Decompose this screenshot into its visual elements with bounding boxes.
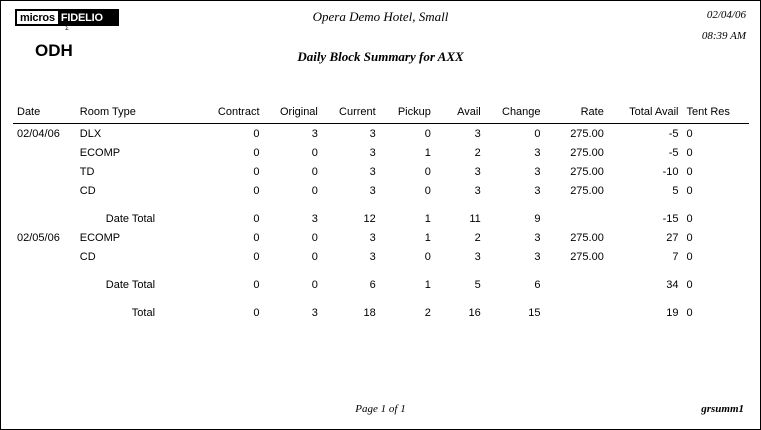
- hotel-title: Opera Demo Hotel, Small: [312, 9, 449, 24]
- column-header-contract: Contract: [217, 106, 260, 118]
- cell-room-type: CD: [79, 184, 96, 197]
- footer-report-id: grsumm1: [701, 403, 744, 415]
- cell-total-avail: 7: [672, 250, 679, 263]
- column-header-pickup: Pickup: [397, 106, 431, 118]
- cell-room-type: Total: [131, 306, 156, 319]
- property-code: ODH: [35, 41, 73, 60]
- cell-contract: 0: [253, 231, 260, 244]
- cell-rate: 275.00: [570, 127, 604, 140]
- column-header-room-type: Room Type: [79, 106, 136, 118]
- cell-contract: 0: [253, 250, 260, 263]
- cell-contract: 0: [253, 165, 260, 178]
- cell-contract: 0: [253, 306, 260, 319]
- cell-total-avail: 34: [666, 278, 679, 291]
- column-header-tent-res: Tent Res: [686, 106, 730, 118]
- cell-tent-res: 0: [686, 212, 693, 225]
- cell-original: 0: [311, 231, 318, 244]
- cell-change: 6: [534, 278, 541, 291]
- cell-avail: 3: [474, 250, 481, 263]
- table-header: [13, 106, 749, 124]
- cell-date: 02/04/06: [17, 127, 60, 140]
- footer-page-label: Page 1 of 1: [355, 403, 406, 415]
- cell-tent-res: 0: [686, 250, 693, 263]
- cell-room-type: Date Total: [105, 278, 156, 291]
- cell-current: 12: [363, 212, 376, 225]
- cell-date: [13, 247, 76, 266]
- cell-change: 3: [534, 231, 541, 244]
- cell-rate: 275.00: [570, 231, 604, 244]
- table-spacer-row: [13, 294, 749, 303]
- cell-avail: 16: [468, 306, 481, 319]
- cell-contract: 0: [253, 146, 260, 159]
- cell-original: 0: [311, 165, 318, 178]
- table-header-row: [13, 106, 749, 124]
- cell-total-avail: -5: [668, 146, 679, 159]
- cell-room-type: DLX: [79, 127, 102, 140]
- table-subtotal-row: [13, 275, 749, 294]
- cell-rate: [545, 275, 608, 294]
- cell-total-avail: 19: [666, 306, 679, 319]
- cell-tent-res: 0: [686, 278, 693, 291]
- cell-pickup: 0: [424, 250, 431, 263]
- cell-original: 0: [311, 278, 318, 291]
- cell-room-type: ECOMP: [79, 146, 121, 159]
- cell-date: 02/05/06: [17, 231, 60, 244]
- table-spacer-row: [13, 200, 749, 209]
- logo-micros-text: micros: [17, 11, 58, 24]
- cell-change: 3: [534, 184, 541, 197]
- cell-avail: 3: [474, 127, 481, 140]
- cell-room-type: Date Total: [105, 212, 156, 225]
- cell-date: [13, 162, 76, 181]
- cell-current: 6: [369, 278, 376, 291]
- cell-total-avail: -15: [662, 212, 679, 225]
- cell-change: 3: [534, 165, 541, 178]
- cell-avail: 3: [474, 184, 481, 197]
- cell-current: 3: [369, 250, 376, 263]
- report-table-container: [13, 106, 749, 322]
- cell-date: [13, 303, 76, 322]
- cell-tent-res: 0: [686, 127, 693, 140]
- cell-change: 15: [528, 306, 541, 319]
- cell-total-avail: 5: [672, 184, 679, 197]
- cell-change: 0: [534, 127, 541, 140]
- column-header-total-avail: Total Avail: [629, 106, 679, 118]
- cell-avail: 11: [469, 212, 481, 225]
- cell-rate: [545, 303, 608, 322]
- cell-room-type: ECOMP: [79, 231, 121, 244]
- header-date: 02/04/06: [706, 9, 746, 21]
- cell-change: 3: [534, 250, 541, 263]
- cell-original: 0: [311, 184, 318, 197]
- cell-tent-res: 0: [686, 306, 693, 319]
- cell-contract: 0: [253, 127, 260, 140]
- cell-pickup: 2: [424, 306, 431, 319]
- cell-change: 3: [534, 146, 541, 159]
- cell-current: 3: [369, 165, 376, 178]
- column-header-rate: Rate: [580, 106, 604, 118]
- cell-original: 3: [311, 127, 318, 140]
- cell-room-type: CD: [79, 250, 96, 263]
- cell-current: 18: [363, 306, 376, 319]
- cell-current: 3: [369, 146, 376, 159]
- cell-change: 9: [534, 212, 541, 225]
- cell-rate: 275.00: [570, 165, 604, 178]
- cell-pickup: 0: [424, 127, 431, 140]
- column-header-date: Date: [17, 106, 41, 118]
- cell-rate: 275.00: [570, 184, 604, 197]
- cell-pickup: 1: [424, 212, 431, 225]
- cell-original: 3: [311, 212, 318, 225]
- cell-pickup: 0: [424, 184, 431, 197]
- cell-date: [13, 275, 76, 294]
- cell-total-avail: -10: [662, 165, 679, 178]
- table-row: [13, 228, 749, 247]
- header-time: 08:39 AM: [701, 30, 746, 42]
- spacer-cell: [13, 200, 749, 209]
- cell-rate: 275.00: [570, 146, 604, 159]
- cell-avail: 5: [474, 278, 481, 291]
- table-subtotal-row: [13, 209, 749, 228]
- cell-date: [13, 181, 76, 200]
- spacer-cell: [13, 294, 749, 303]
- cell-original: 0: [311, 250, 318, 263]
- cell-contract: 0: [253, 212, 260, 225]
- column-header-avail: Avail: [457, 106, 481, 118]
- cell-original: 0: [311, 146, 318, 159]
- cell-contract: 0: [253, 278, 260, 291]
- cell-avail: 2: [474, 146, 481, 159]
- logo-sub-text: Σ: [65, 26, 69, 32]
- spacer-cell: [13, 266, 749, 275]
- cell-pickup: 1: [424, 278, 431, 291]
- cell-tent-res: 0: [686, 184, 693, 197]
- cell-original: 3: [311, 306, 318, 319]
- table-row: [13, 143, 749, 162]
- cell-date: [13, 209, 76, 228]
- cell-avail: 2: [474, 231, 481, 244]
- cell-tent-res: 0: [686, 231, 693, 244]
- cell-pickup: 0: [424, 165, 431, 178]
- report-title: Daily Block Summary for AXX: [297, 49, 464, 64]
- cell-contract: 0: [253, 184, 260, 197]
- cell-current: 3: [369, 231, 376, 244]
- column-header-original: Original: [279, 106, 318, 118]
- cell-tent-res: 0: [686, 146, 693, 159]
- table-total-row: [13, 303, 749, 322]
- cell-pickup: 1: [424, 146, 431, 159]
- table-body: [13, 124, 749, 323]
- cell-rate: 275.00: [570, 250, 604, 263]
- table-spacer-row: [13, 266, 749, 275]
- column-header-current: Current: [339, 106, 376, 118]
- cell-pickup: 1: [424, 231, 431, 244]
- cell-current: 3: [369, 127, 376, 140]
- cell-room-type: TD: [79, 165, 95, 178]
- cell-avail: 3: [474, 165, 481, 178]
- cell-date: [13, 143, 76, 162]
- cell-current: 3: [369, 184, 376, 197]
- column-header-change: Change: [502, 106, 541, 118]
- cell-total-avail: -5: [668, 127, 679, 140]
- table-row: [13, 124, 749, 144]
- logo-fidelio-text: FIDELIO: [58, 11, 117, 24]
- cell-rate: [545, 209, 608, 228]
- cell-total-avail: 27: [666, 231, 679, 244]
- cell-tent-res: 0: [686, 165, 693, 178]
- table-row: [13, 181, 749, 200]
- daily-block-summary-table: [13, 106, 749, 322]
- table-row: [13, 162, 749, 181]
- table-row: [13, 247, 749, 266]
